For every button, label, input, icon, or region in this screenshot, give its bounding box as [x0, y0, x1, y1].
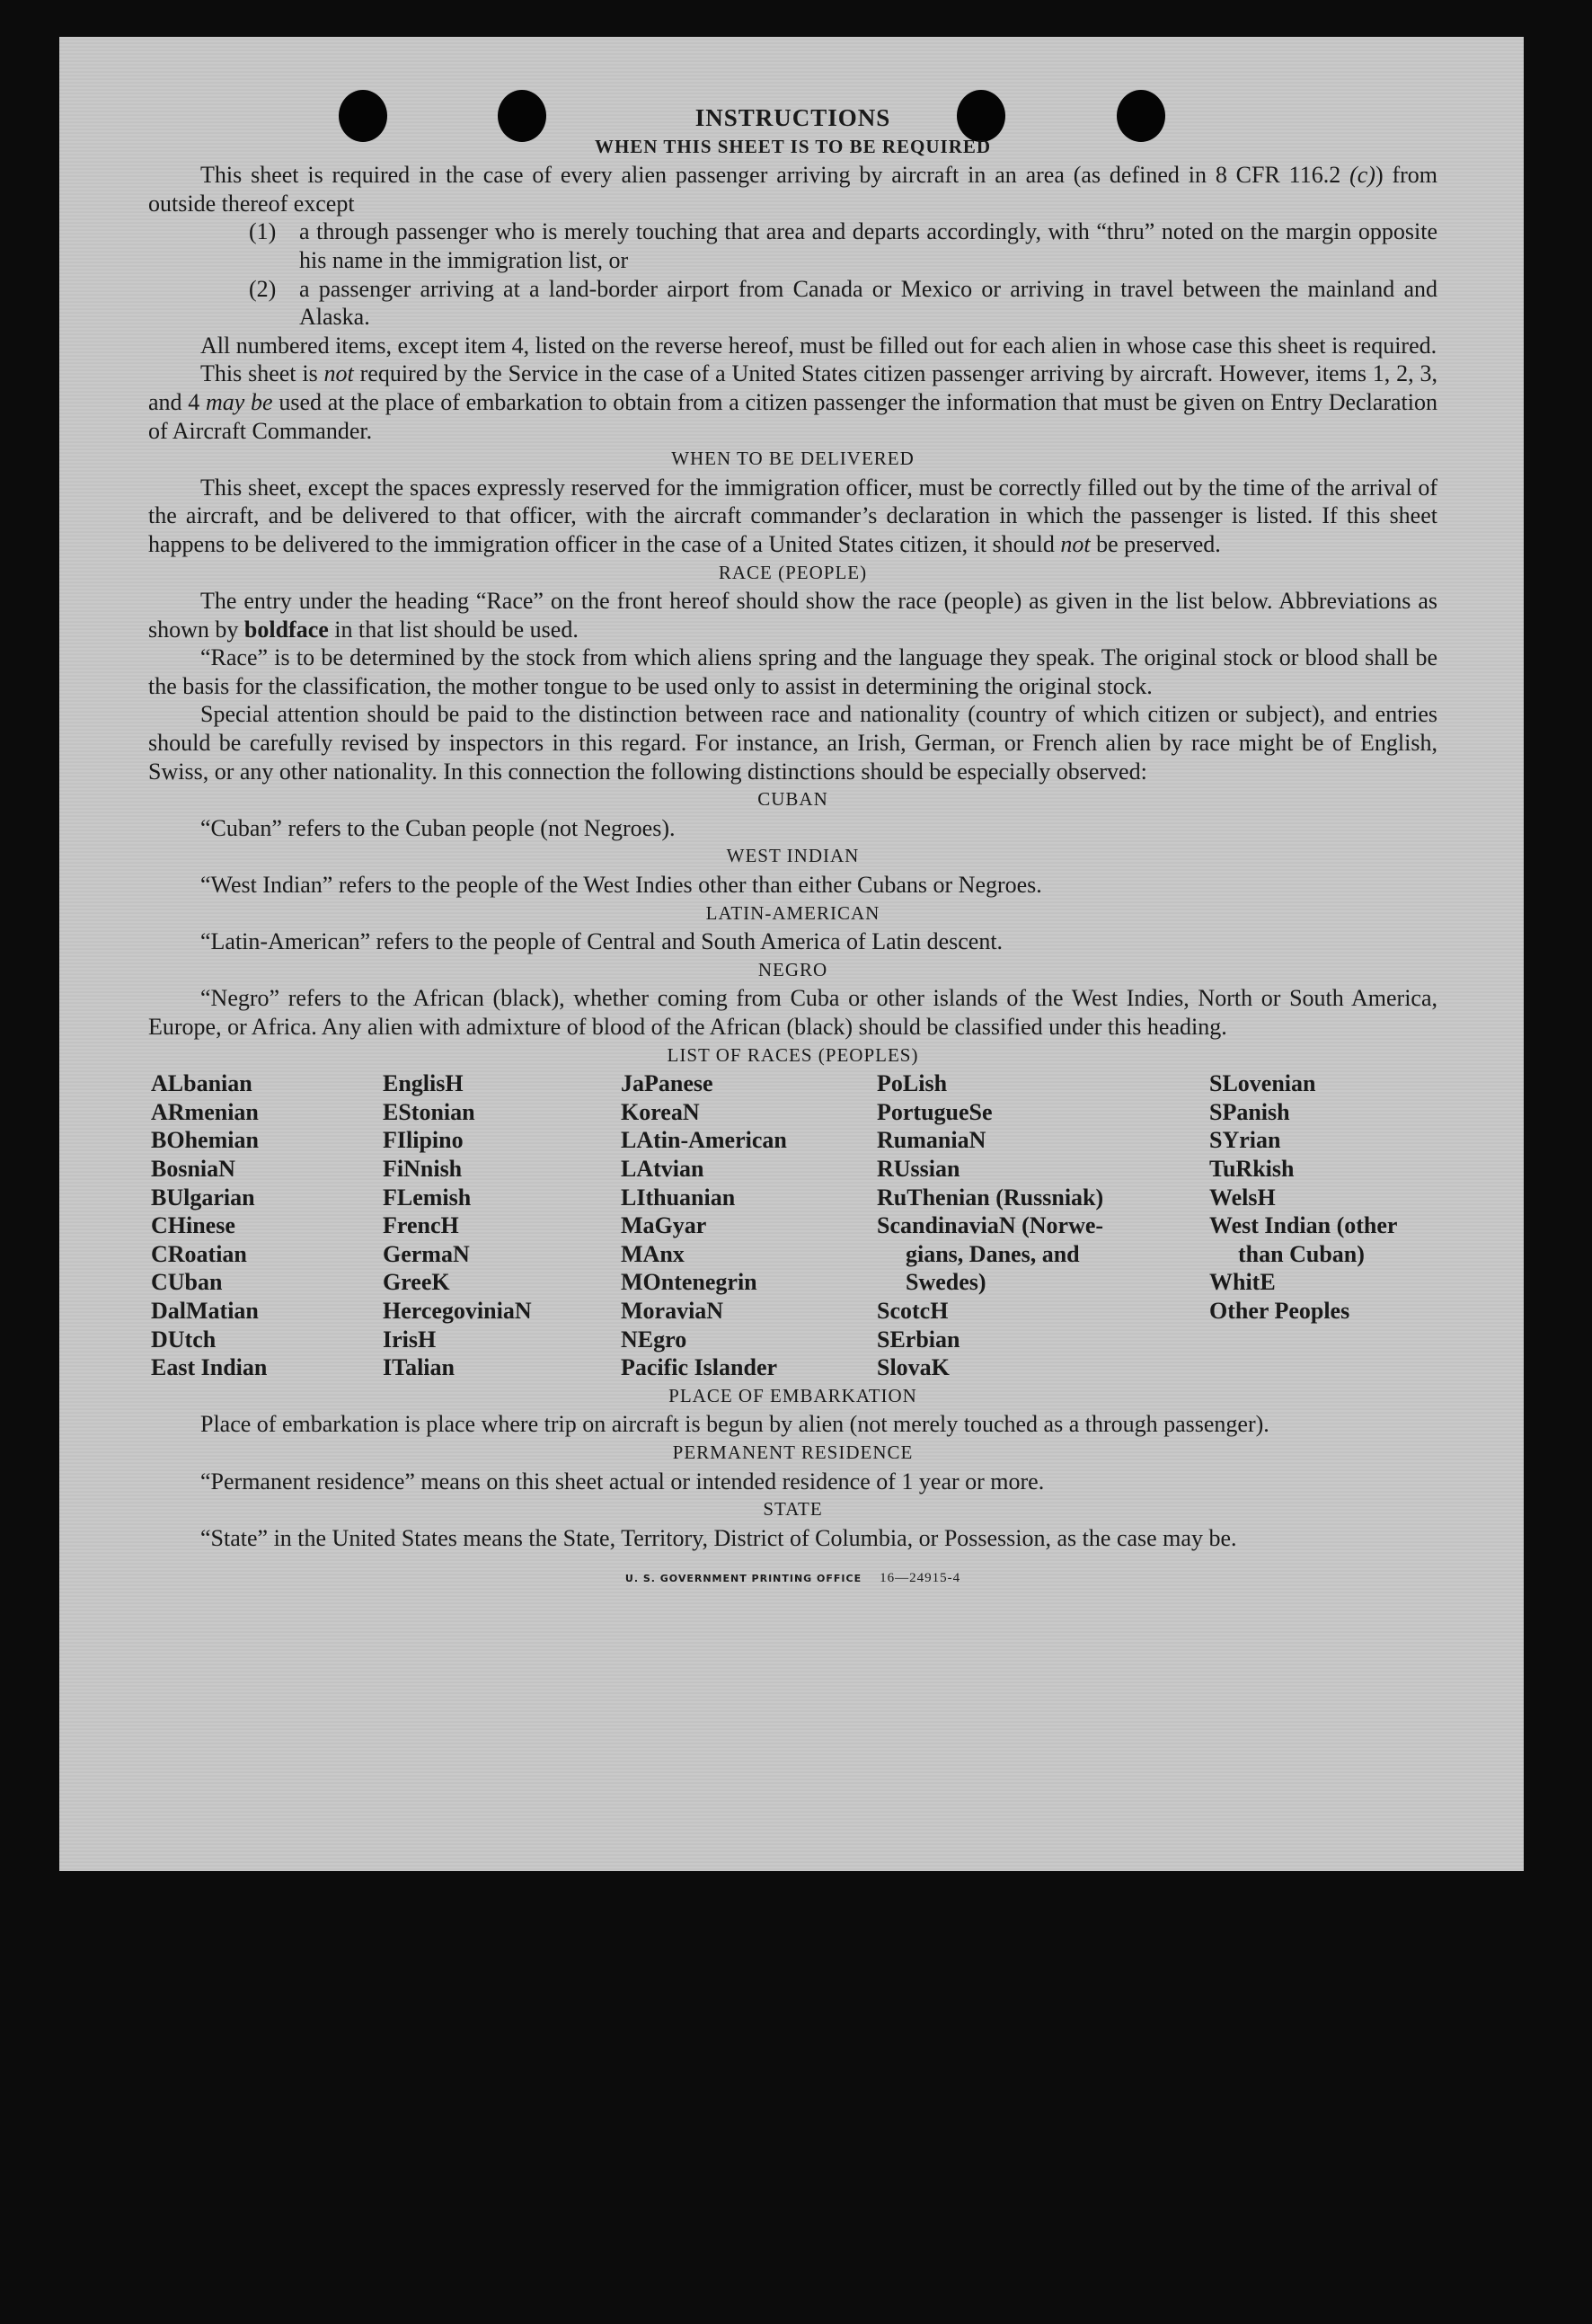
race-entry: ScandinaviaN (Norwe- [877, 1212, 1104, 1239]
races-column [877, 1069, 1209, 1382]
race-entry: gians, Danes, and [906, 1240, 1080, 1267]
form-code: 16—24915-4 [880, 1571, 961, 1586]
race-entry: SlovaK [877, 1354, 950, 1381]
race-entry: FrencH [383, 1212, 459, 1239]
text-segment: “Latin-American” refers to the people of Central and South America of Latin descent. [200, 928, 1004, 955]
heading-race: RACE (PEOPLE) [718, 561, 868, 583]
race-entry: Pacific Islander [621, 1354, 778, 1381]
race-entry: SErbian [877, 1326, 960, 1353]
paragraph-cuban [148, 814, 1437, 843]
race-entry: than Cuban) [1238, 1240, 1365, 1267]
paragraph-numbered-items [148, 332, 1437, 360]
text-segment: The entry under the heading “Race” on the front hereof should show the race (people) as given in the list below. Abbreviations as shown by [148, 588, 1437, 643]
paragraph-latin-american [148, 927, 1437, 956]
races-list [151, 1069, 1437, 1382]
race-entry: Other Peoples [1209, 1297, 1350, 1324]
heading-state: STATE [763, 1498, 823, 1521]
race-entry: CRoatian [151, 1240, 247, 1267]
page-title: INSTRUCTIONS [694, 104, 891, 131]
paragraph-state [148, 1524, 1437, 1553]
text-segment: “West Indian” refers to the people of the West Indies other than either Cubans or Negroes. [200, 872, 1042, 899]
text-segment: a passenger arriving at a land-border airport from Canada or Mexico or arriving in travel between the mainland and Alaska. [299, 275, 1437, 331]
printer-name: U. S. GOVERNMENT PRINTING OFFICE [624, 1573, 862, 1585]
heading-negro: NEGRO [757, 958, 828, 980]
text-segment: “Cuban” refers to the Cuban people (not Negroes). [200, 814, 676, 841]
text-segment: boldface [243, 616, 329, 643]
paragraph-delivered [148, 474, 1437, 559]
race-entry: GermaN [383, 1240, 470, 1267]
race-entry: TuRkish [1209, 1155, 1295, 1182]
text-segment: “Race” is to be determined by the stock from which aliens spring and the language they speak. The original stock or blood shall be the basis for the classification, the mother tongue to be used only to assist in determining the original stock. [148, 644, 1437, 699]
races-column [621, 1069, 877, 1382]
race-entry: NEgro [621, 1326, 687, 1353]
race-entry: West Indian (other [1209, 1212, 1398, 1239]
heading-when-required: WHEN THIS SHEET IS TO BE REQUIRED [594, 135, 992, 157]
text-segment: in that list should be used. [328, 616, 579, 643]
text-segment: used at the place of embarkation to obtain from a citizen passenger the information that must be given on Entry Declaration of Aircraft Commander. [148, 388, 1437, 444]
race-entry: RumaniaN [877, 1127, 986, 1154]
race-entry: LIthuanian [621, 1184, 736, 1211]
race-entry: RuThenian (Russniak) [877, 1184, 1104, 1211]
exception-number: (2) [249, 275, 277, 302]
race-entry: WhitE [1209, 1269, 1276, 1296]
race-entry: CHinese [151, 1212, 235, 1239]
text-segment: “Permanent residence” means on this sheet actual or intended residence of 1 year or more. [200, 1468, 1045, 1495]
paragraph-embarkation [148, 1410, 1437, 1439]
race-entry: EStonian [383, 1098, 475, 1125]
race-entry: LAtvian [621, 1155, 704, 1182]
text-segment: required by the Service in the case of a United States citizen passenger arriving by aircraft. However, items 1, 2, 3, and 4 [148, 360, 1437, 415]
race-entry: FLemish [383, 1184, 472, 1211]
race-entry: DalMatian [151, 1297, 259, 1324]
exception-2 [249, 275, 1437, 332]
race-entry: MOntenegrin [621, 1269, 757, 1296]
race-entry: SLovenian [1209, 1070, 1316, 1097]
exception-text [299, 275, 1437, 332]
text-segment: This sheet, except the spaces expressly reserved for the immigration officer, must be correctly filled out by the time of the arrival of the aircraft, and be delivered to that officer, with the aircraft commander’s declaration in which the passenger is listed. If this sheet happens to be delivered to the immigration officer in the case of a United States citizen, it should [148, 474, 1437, 557]
paragraph-negro [148, 984, 1437, 1041]
race-entry: RUssian [877, 1155, 960, 1182]
heading-west-indian: WEST INDIAN [726, 845, 860, 867]
race-entry: ITalian [383, 1354, 455, 1381]
text-segment: This sheet is [200, 360, 324, 387]
paragraph-race-1 [148, 587, 1437, 643]
race-entry: SYrian [1209, 1127, 1281, 1154]
race-entry: MAnx [621, 1240, 685, 1267]
races-column [1209, 1069, 1440, 1382]
race-entry: PoLish [877, 1070, 948, 1097]
paragraph-west-indian [148, 871, 1437, 900]
paragraph-race-2 [148, 643, 1437, 700]
text-segment: All numbered items, except item 4, listed on the reverse hereof, must be filled out for each alien in whose case this sheet is required. [200, 332, 1437, 359]
exception-number: (1) [249, 218, 277, 245]
text-segment: may be [206, 388, 273, 415]
exception-text [299, 217, 1437, 274]
race-entry: ALbanian [151, 1070, 252, 1097]
text-segment: (c) [1349, 162, 1375, 189]
text-segment: Special attention should be paid to the distinction between race and nationality (country of which citizen or subject), and entries should be carefully revised by inspectors in this regard. For instance, an Irish, German, or French alien by race might be of English, Swiss, or any other nationality. In this connection the following distinctions should be especially observed: [148, 701, 1437, 785]
race-entry: MoraviaN [621, 1297, 724, 1324]
race-entry: WelsH [1209, 1184, 1276, 1211]
races-column [151, 1069, 383, 1382]
race-entry: BUlgarian [151, 1184, 255, 1211]
paragraph-citizen [148, 359, 1437, 445]
race-entry: ScotcH [877, 1297, 949, 1324]
race-entry: PortugueSe [877, 1098, 993, 1125]
text-segment: “Negro” refers to the African (black), whether coming from Cuba or other islands of the West Indies, North or South America, Europe, or Africa. Any alien with admixture of blood of the African (black) should be classified under this heading. [148, 985, 1437, 1040]
text-segment: not [1060, 530, 1091, 557]
race-entry: GreeK [383, 1269, 450, 1296]
text-segment: a through passenger who is merely touching that area and departs accordingly, with “thru” noted on the margin opposite his name in the immigration list, or [299, 218, 1437, 273]
text-segment: Place of embarkation is place where trip on aircraft is begun by alien (not merely touched as a through passenger). [200, 1411, 1269, 1438]
paragraph-race-3 [148, 700, 1437, 785]
race-entry: ARmenian [151, 1098, 259, 1125]
text-segment: ) from outside thereof except [148, 162, 1437, 217]
race-entry: IrisH [383, 1326, 437, 1353]
race-entry: FIlipino [383, 1127, 464, 1154]
text-segment: “State” in the United States means the State, Territory, District of Columbia, or Possession, as the case may be. [200, 1524, 1237, 1551]
paragraph-required [148, 161, 1437, 217]
heading-latin-american: LATIN-AMERICAN [705, 901, 880, 924]
races-column [383, 1069, 621, 1382]
race-entry: MaGyar [621, 1212, 707, 1239]
heading-list-of-races: LIST OF RACES (PEOPLES) [667, 1043, 919, 1066]
race-entry: LAtin-American [621, 1127, 787, 1154]
race-entry: BOhemian [151, 1127, 259, 1154]
race-entry: CUban [151, 1269, 223, 1296]
race-entry: Swedes) [906, 1269, 986, 1296]
heading-permanent-residence: PERMANENT RESIDENCE [672, 1441, 914, 1463]
heading-cuban: CUBAN [757, 788, 828, 811]
printer-imprint [148, 1565, 1437, 1593]
race-entry: FiNnish [383, 1155, 463, 1182]
text-segment: be preserved. [1090, 530, 1221, 557]
instructions-text [148, 104, 1437, 1593]
race-entry: EnglisH [383, 1070, 464, 1097]
race-entry: KoreaN [621, 1098, 700, 1125]
race-entry: JaPanese [621, 1070, 713, 1097]
race-entry: East Indian [151, 1354, 268, 1381]
text-segment: not [323, 360, 354, 387]
heading-place-of-embarkation: PLACE OF EMBARKATION [668, 1384, 917, 1406]
race-entry: SPanish [1209, 1098, 1290, 1125]
race-entry: HercegoviniaN [383, 1297, 532, 1324]
exception-1 [249, 217, 1437, 274]
heading-when-delivered: WHEN TO BE DELIVERED [671, 448, 915, 470]
text-segment: This sheet is required in the case of every alien passenger arriving by aircraft in an area (as defined in 8 CFR 116.2 [200, 162, 1350, 189]
race-entry: BosniaN [151, 1155, 235, 1182]
race-entry: DUtch [151, 1326, 217, 1353]
paragraph-residence [148, 1468, 1437, 1496]
